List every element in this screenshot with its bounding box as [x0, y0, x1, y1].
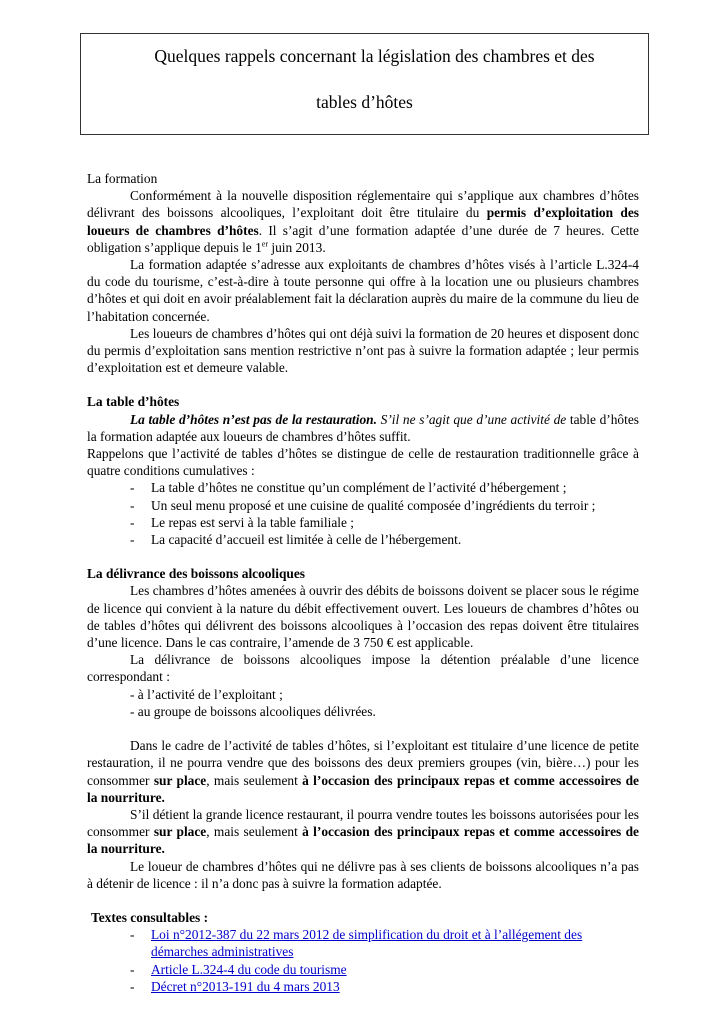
formation-paragraph-3: Les loueurs de chambres d’hôtes qui ont déjà suivi la formation de 20 heures et disposent donc du permis d’exploitation sans mention restrictive n’ont pas à suivre la formation adaptée ; leur permis d’exploitation est et demeure valable. [87, 325, 639, 376]
reference-link-loi[interactable]: Loi n°2012-387 du 22 mars 2012 de simplification du droit et à l’allégement des démarches administratives [151, 927, 583, 960]
boissons-paragraph-4 [87, 806, 639, 858]
licence-sub-item: - à l’activité de l’exploitant ; [130, 686, 283, 702]
bold-text: permis d’exploitation des loueurs de chambres d’hôtes [87, 205, 640, 238]
reference-link-article[interactable]: Article L.324-4 du code du tourisme [151, 961, 347, 977]
italic-text: S’il ne s’agit que d’une activité de [376, 411, 567, 427]
boissons-paragraph-2: La délivrance de boissons alcooliques impose la détention préalable d’une licence correspondant : [87, 652, 639, 685]
section-heading-table: La table d’hôtes [87, 394, 180, 410]
list-item: - La capacité d’accueil est limitée à celle de l’hébergement. [130, 531, 639, 548]
text-run: , mais seulement [206, 824, 303, 840]
conditions-list [87, 479, 639, 548]
bold-text: sur place [153, 772, 207, 788]
boissons-paragraph-3 [87, 737, 639, 806]
boissons-paragraph-1: Les chambres d’hôtes amenées à ouvrir des débits de boissons doivent se placer sous le régime de licence qui convient à la nature du débit effectivement ouvert. Les loueurs de chambres d’hôtes ou de tables d’hôtes qui délivrent des boissons alcooliques à l’occasion des repas doivent être titulaires d’une licence. Dans le cas contraire, l’amende de 3 750 € est applicable. [87, 583, 639, 651]
text-run: Dans le cadre de l’activité de tables d’hôtes, si l’exploitant est titulaire d’une licence de petite restauration, il ne pourra vendre que des boissons des deux premiers groupes (vin, bière…) pour les consommer [87, 738, 639, 788]
list-item: - La table d’hôtes ne constitue qu’un complément de l’activité d’hébergement ; [130, 479, 639, 496]
bold-text: à l’occasion des principaux repas et comme accessoires de la nourriture. [87, 772, 639, 805]
bold-italic-text: La table d’hôtes n’est pas de la restauration. [130, 411, 377, 427]
formation-paragraph-1 [87, 187, 639, 256]
section-heading-boissons: La délivrance des boissons alcooliques [87, 566, 305, 582]
text-run: Conformément à la nouvelle disposition réglementaire qui s’applique aux chambres d’hôtes délivrant des boissons alcooliques, l’exploitant doit être titulaire du [87, 188, 639, 221]
boissons-paragraph-5: Le loueur de chambres d’hôtes qui ne délivre pas à ses clients de boissons alcooliques n’a pas à détenir de licence : il n’a donc pas à suivre la formation adaptée. [87, 858, 639, 891]
section-heading-formation: La formation [87, 171, 158, 186]
title-box [80, 33, 649, 135]
text-run: S’il détient la grande licence restaurant, il pourra vendre toutes les boissons autorisées pour les consommer [87, 806, 639, 840]
table-paragraph-2: Rappelons que l’activité de tables d’hôtes se distingue de celle de restauration traditionnelle grâce à quatre conditions cumulatives : [87, 446, 639, 479]
bold-text: sur place [153, 824, 207, 840]
list-item [130, 926, 639, 960]
references-list [87, 926, 639, 995]
list-item: - Le repas est servi à la table familiale ; [130, 514, 639, 531]
reference-link-decret[interactable]: Décret n°2013-191 du 4 mars 2013 [151, 978, 340, 994]
list-item: - Un seul menu proposé et une cuisine de qualité composée d’ingrédients du terroir ; [130, 497, 639, 514]
text-run: , mais seulement [206, 772, 303, 788]
list-item [130, 978, 639, 995]
table-paragraph-1 [87, 411, 639, 445]
title-line-2: tables d’hôtes [316, 92, 413, 112]
formation-paragraph-2: La formation adaptée s’adresse aux exploitants de chambres d’hôtes visés à l’article L.324-4 du code du tourisme, c’est-à-dire à toute personne qui offre à la location une ou plusieurs chambres d’hôtes et qui doit en avoir préalablement fait la déclaration auprès du maire de la commune du lieu de l’habitation concernée. [87, 257, 639, 324]
text-run: . Il s’agit d’une formation adaptée d’une durée de 7 heures. Cette obligation s’applique depuis le 1 [87, 222, 639, 255]
section-heading-textes: Textes consultables : [91, 909, 209, 925]
bold-text: à l’occasion des principaux repas et comme accessoires de la nourriture. [87, 824, 639, 857]
text-run: table d’hôtes la formation adaptée aux loueurs de chambres d’hôtes suffit. [87, 411, 639, 444]
list-item [130, 961, 639, 978]
document-body [87, 170, 639, 995]
superscript: er [261, 239, 269, 249]
text-run: juin 2013. [268, 239, 326, 255]
title-line-1: Quelques rappels concernant la législation des chambres et des [154, 46, 595, 66]
licence-sub-item: - au groupe de boissons alcooliques délivrées. [130, 703, 376, 719]
